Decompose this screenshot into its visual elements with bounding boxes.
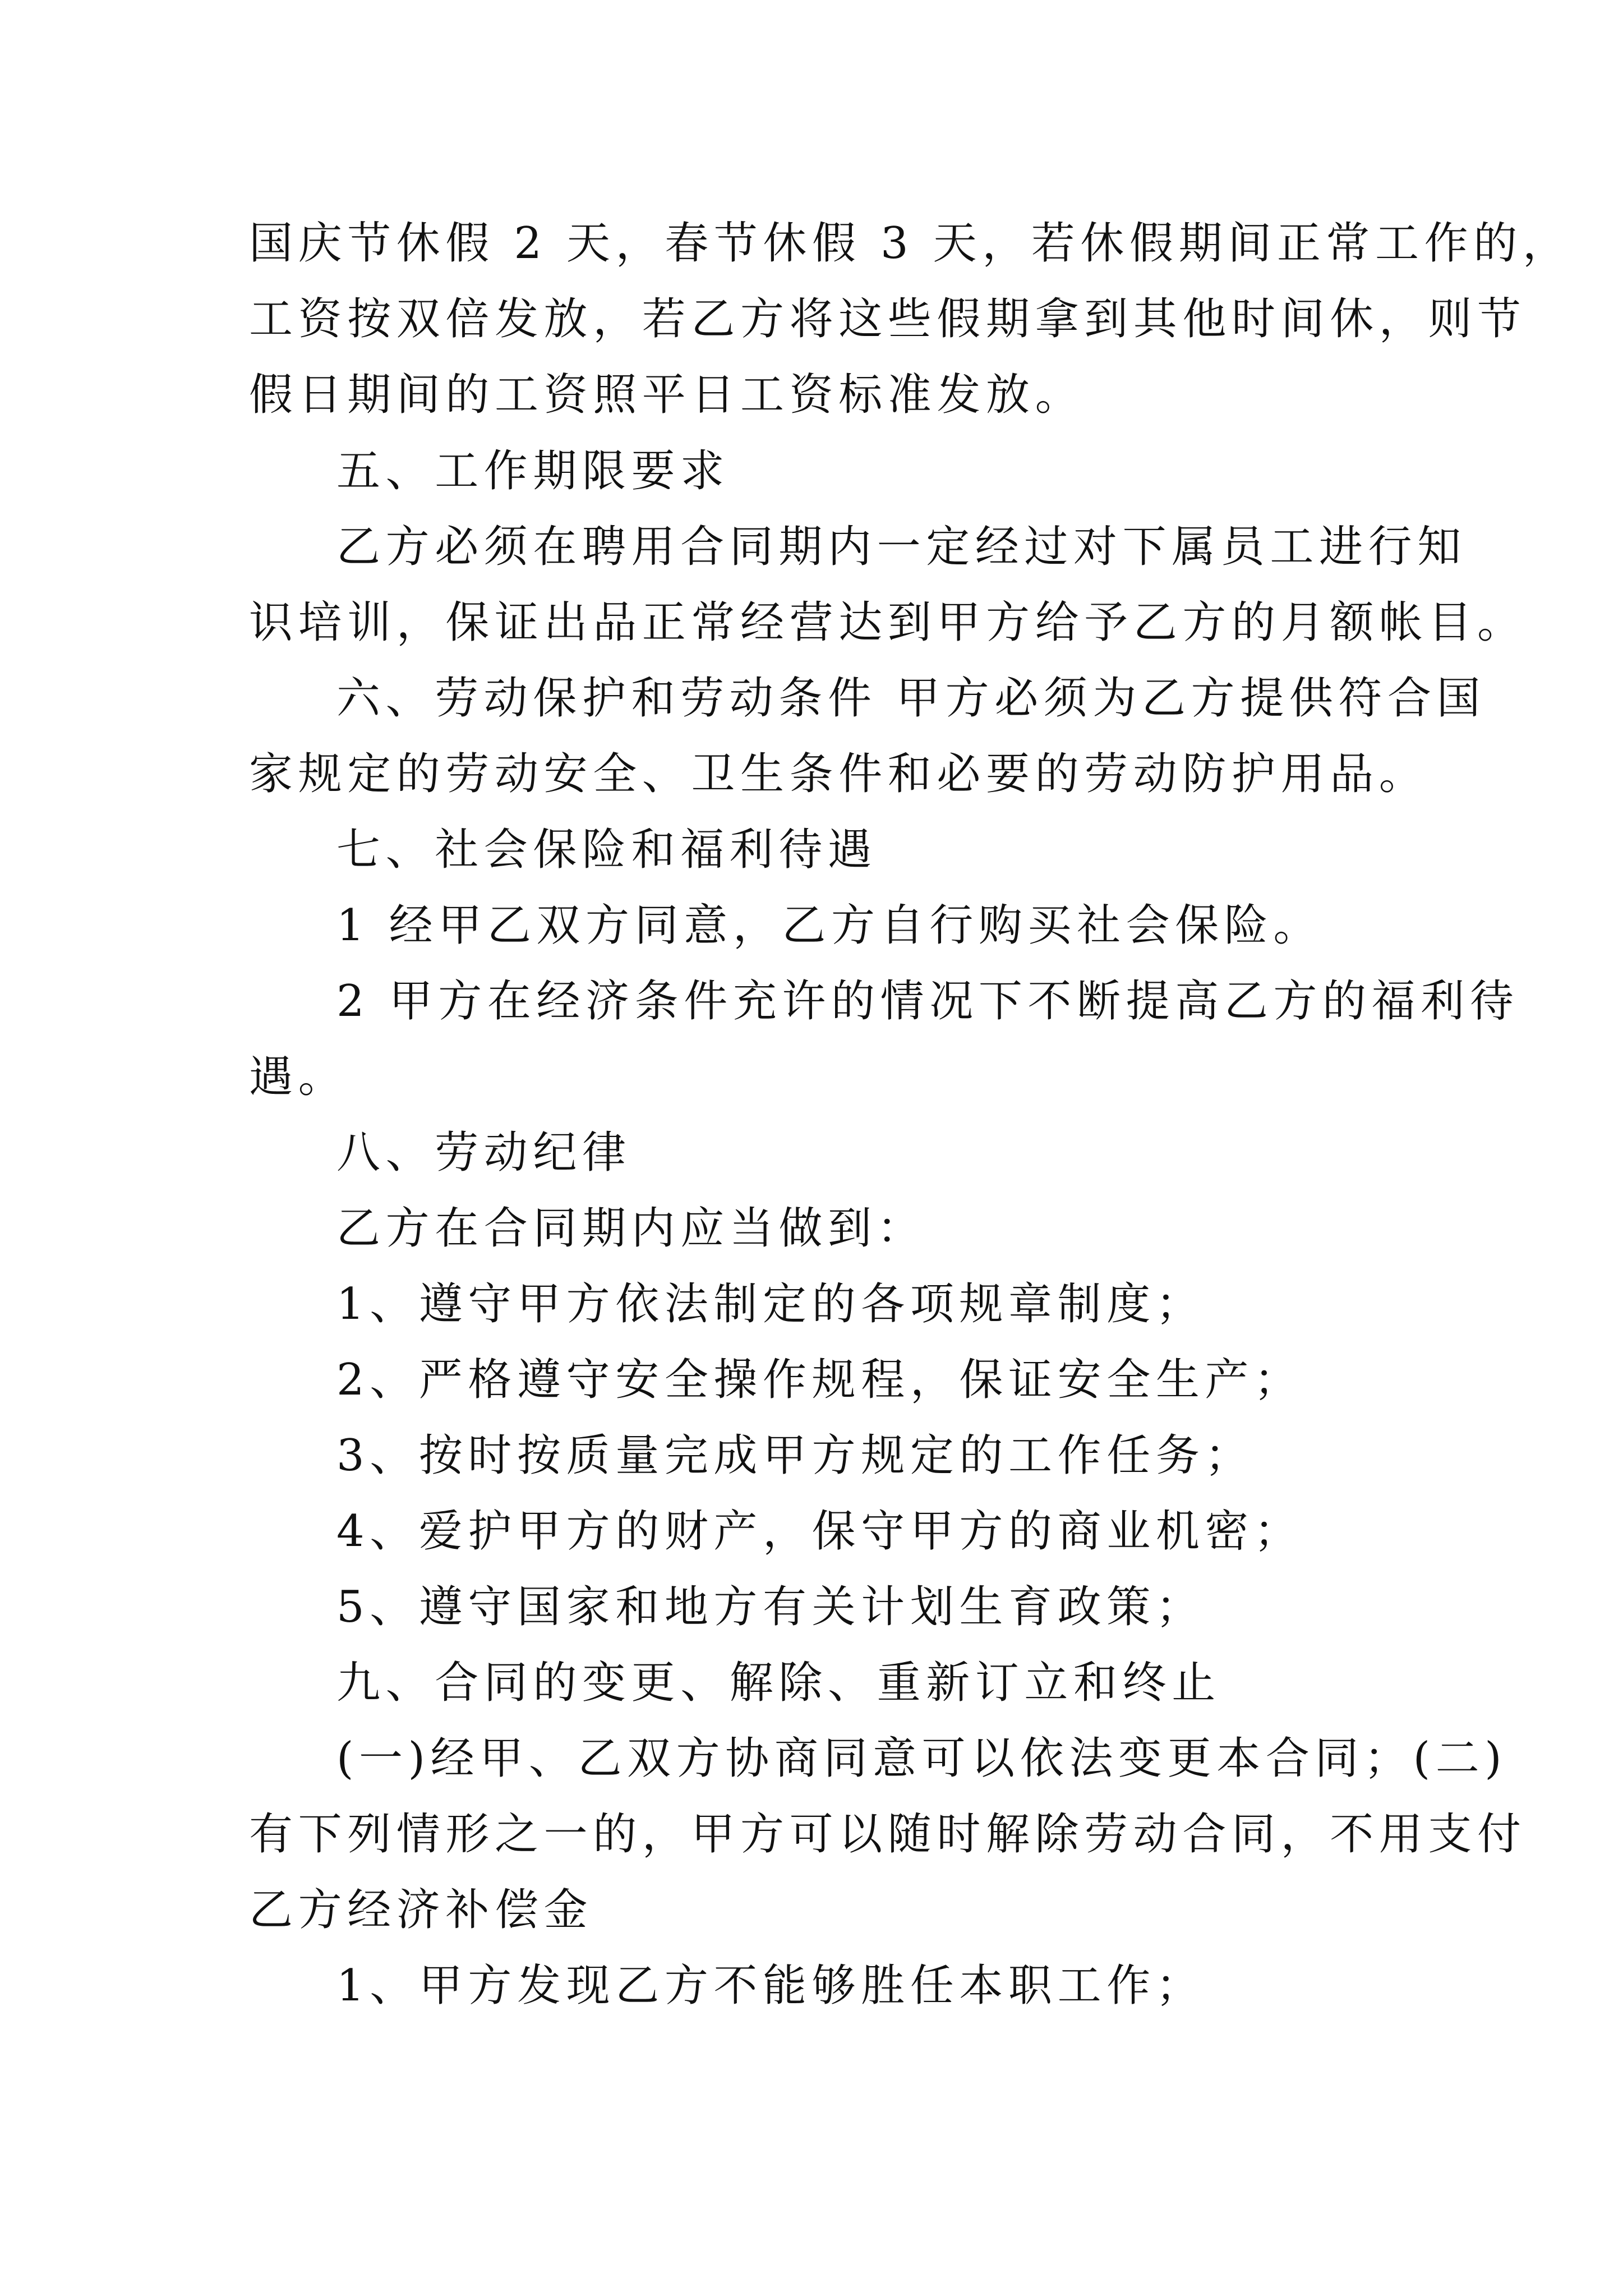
list-item-1: 1、遵守甲方依法制定的各项规章制度； bbox=[336, 1279, 1205, 1329]
text-line-23: 乙方经济补偿金 bbox=[249, 1885, 593, 1935]
section-heading-6: 六、劳动保护和劳动条件 甲方必须为乙方提供符合国 bbox=[336, 673, 1486, 724]
text-line-10: 1 经甲乙双方同意，乙方自行购买社会保险。 bbox=[336, 900, 1323, 951]
section-heading-9: 九、合同的变更、解除、重新订立和终止 bbox=[336, 1658, 1221, 1708]
text-line-6: 识培训，保证出品正常经营达到甲方给予乙方的月额帐目。 bbox=[249, 597, 1527, 648]
text-line-2: 工资按双倍发放，若乙方将这些假期拿到其他时间休，则节 bbox=[249, 294, 1527, 344]
list-item-5: 5、遵守国家和地方有关计划生育政策； bbox=[336, 1582, 1205, 1632]
list-item-3: 3、按时按质量完成甲方规定的工作任务； bbox=[336, 1430, 1255, 1481]
text-line-3: 假日期间的工资照平日工资标准发放。 bbox=[249, 370, 1085, 420]
text-line-14: 乙方在合同期内应当做到： bbox=[336, 1203, 926, 1254]
text-line-12: 遇。 bbox=[249, 1052, 348, 1102]
list-item-2: 2、严格遵守安全操作规程，保证安全生产； bbox=[336, 1355, 1303, 1405]
list-item-4: 4、爱护甲方的财产，保守甲方的商业机密； bbox=[336, 1506, 1303, 1557]
text-line-5: 乙方必须在聘用合同期内一定经过对下属员工进行知 bbox=[336, 522, 1467, 572]
list-item-termination-1: 1、甲方发现乙方不能够胜任本职工作； bbox=[336, 1961, 1205, 2011]
text-line-21: (一)经甲、乙双方协商同意可以依法变更本合同；(二) bbox=[336, 1733, 1507, 1784]
text-line-8: 家规定的劳动安全、卫生条件和必要的劳动防护用品。 bbox=[249, 749, 1428, 799]
section-heading-7: 七、社会保险和福利待遇 bbox=[336, 825, 877, 875]
section-heading-5: 五、工作期限要求 bbox=[336, 446, 730, 496]
section-heading-8: 八、劳动纪律 bbox=[336, 1128, 631, 1178]
text-line-11: 2 甲方在经济条件充许的情况下不断提高乙方的福利待 bbox=[336, 976, 1519, 1027]
text-line-22: 有下列情形之一的，甲方可以随时解除劳动合同，不用支付 bbox=[249, 1809, 1527, 1860]
text-line-1: 国庆节休假 2 天，春节休假 3 天，若休假期间正常工作的， bbox=[249, 218, 1572, 269]
